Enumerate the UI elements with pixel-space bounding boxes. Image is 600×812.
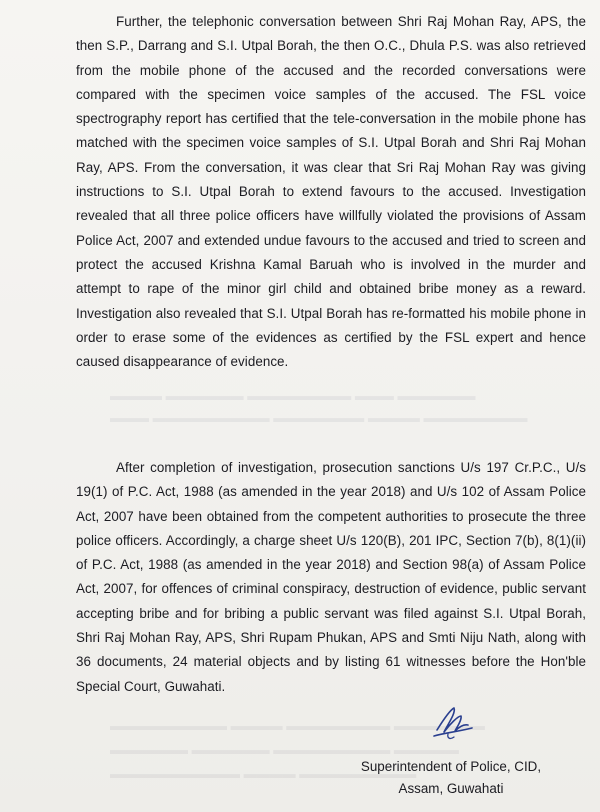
body-paragraph-1: Further, the telephonic conversation between Shri Raj Mohan Ray, APS, the then S.P., Darrang and S.I. Utpal Borah, the then O.C., Dhula P.S. was also retrieved from the mobile phone of the accused and the recorded conversations were compared with the specimen voice samples of the accused. The FSL voice spectrography report has certified that the tele-conversation in the mobile phone has matched with the specimen voice samples of S.I. Utpal Borah and Shri Raj Mohan Ray, APS. From the conversation, it was clear that Sri Raj Mohan Ray was giving instructions to S.I. Utpal Borah to extend favours to the accused. Investigation revealed that all three police officers have willfully violated the provisions of Assam Police Act, 2007 and extended undue favours to the accused and tried to screen and protect the accused Krishna Kamal Baruah who is involved in the murder and attempt to rape of the minor girl child and obtained bribe money as a reward. Investigation also revealed that S.I. Utpal Borah has re-formatted his mobile phone in order to erase some of the evidences as certified by the FSL expert and hence caused disappearance of evidence. xyxy=(76,14,586,370)
signature-icon xyxy=(428,704,476,748)
bleed-through-line: ▬▬▬▬▬▬▬▬ ▬▬▬▬ ▬▬▬▬▬▬▬ ▬▬▬▬▬▬▬▬▬ ▬▬▬ xyxy=(110,410,528,425)
signatory-office: Assam, Guwahati xyxy=(398,781,504,796)
bleed-through-line: ▬▬▬▬▬▬▬▬▬ ▬▬▬▬ ▬▬▬▬▬▬▬▬▬▬ xyxy=(110,766,417,781)
bleed-through-line: ▬▬▬▬▬▬ ▬▬▬ ▬▬▬▬▬▬▬▬ ▬▬▬▬▬▬ ▬▬▬▬ xyxy=(110,388,476,403)
signatory-designation: Superintendent of Police, CID, xyxy=(360,759,542,774)
body-paragraph-2: After completion of investigation, prosecution sanctions U/s 197 Cr.P.C., U/s 19(1) of P.C. Act, 1988 (as amended in the year 2018) and U/s 102 of Assam Police Act, 2007 have been obtained from the competent authorities to prosecute the three police officers. Accordingly, a charge sheet U/s 120(B), 201 IPC, Section 7(b), 8(1)(ii) of P.C. Act, 1988 (as amended in the year 2018) and Section 98(a) of Assam Police Act, 2007, for offences of criminal conspiracy, destruction of evidence, public servant accepting bribe and for bribing a public servant was filed against S.I. Utpal Borah, Shri Raj Mohan Ray, APS, Shri Rupam Phukan, APS and Smti Niju Nath, along with 36 documents, 24 material objects and by listing 61 witnesses before the Hon'ble Special Court, Guwahati. xyxy=(76,460,586,694)
signature-block xyxy=(326,756,576,800)
bleed-through-line: ▬▬▬▬▬▬▬ ▬▬▬▬▬▬▬▬ ▬▬▬▬ ▬▬▬▬▬▬▬▬▬ xyxy=(110,718,485,733)
bleed-through-line: ▬▬▬▬▬ ▬▬▬▬▬▬▬▬▬ ▬▬▬▬▬▬ ▬▬▬▬▬▬ xyxy=(110,742,459,757)
